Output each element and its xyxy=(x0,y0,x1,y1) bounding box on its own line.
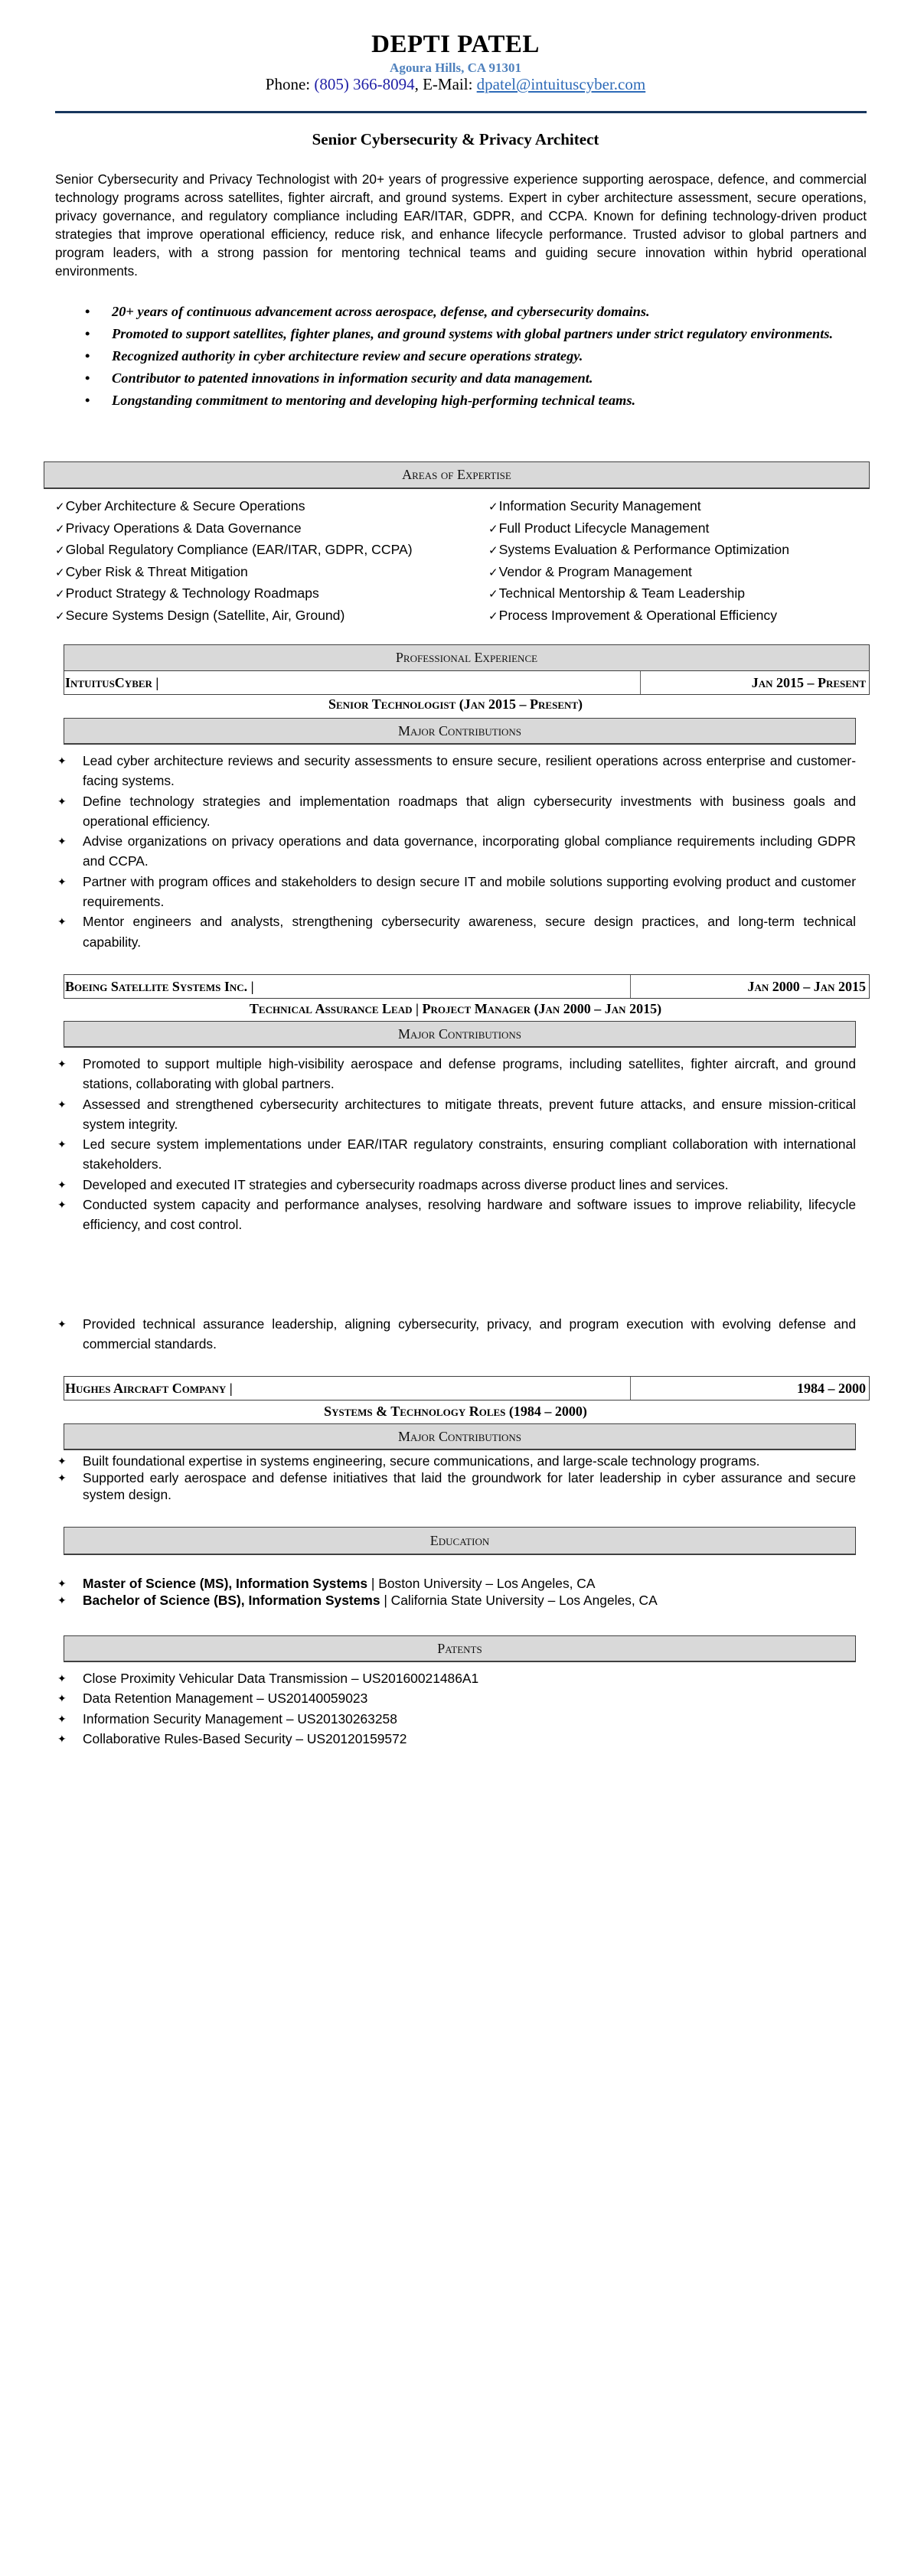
highlight-item: • Contributor to patented innovations in information security and data management. xyxy=(83,367,867,390)
header-divider xyxy=(55,111,867,113)
contact-line xyxy=(0,75,911,94)
diamond-bullet-icon: ✦ xyxy=(57,1058,67,1070)
diamond-bullet-icon: ✦ xyxy=(57,1318,67,1330)
job-header-hughes xyxy=(64,1376,870,1400)
bullet-item: ✦ Define technology strategies and implementation roadmaps that align cybersecurity investments with business goals and operational efficiency. xyxy=(55,791,856,832)
job-dates: Jan 2000 – Jan 2015 xyxy=(747,979,866,994)
check-icon: ✓ xyxy=(55,609,65,623)
bullet-item: ✦ Lead cyber architecture reviews and security assessments to ensure secure, resilient operations across enterprise and customer-facing systems. xyxy=(55,751,856,791)
highlight-item: • Recognized authority in cyber architecture review and secure operations strategy. xyxy=(83,345,867,367)
expertise-item: ✓Cyber Risk & Threat Mitigation xyxy=(55,563,248,579)
diamond-bullet-icon: ✦ xyxy=(57,1577,67,1590)
expertise-item: ✓Information Security Management xyxy=(488,498,701,514)
phone-label: Phone: xyxy=(265,75,315,93)
bullet-item: ✦ Led secure system implementations under EAR/ITAR regulatory constraints, ensuring compliant collaboration with international stakeholders. xyxy=(55,1134,856,1175)
email-label: , E-Mail: xyxy=(414,75,477,93)
bullet-item: ✦ Assessed and strengthened cybersecurity architectures to mitigate threats, prevent future attacks, and ensure mission-critical system integrity. xyxy=(55,1094,856,1135)
patent-item: ✦ Collaborative Rules-Based Security – US20120159572 xyxy=(55,1729,856,1749)
expertise-item: ✓Technical Mentorship & Team Leadership xyxy=(488,585,746,601)
diamond-bullet-icon: ✦ xyxy=(57,1672,67,1684)
bullet-item: ✦ Partner with program offices and stakeholders to design secure IT and mobile solutions supporting evolving product and customer requirements. xyxy=(55,872,856,912)
bullet-icon: • xyxy=(85,393,90,408)
summary-paragraph: Senior Cybersecurity and Privacy Technologist with 20+ years of progressive experience supporting aerospace, defence, and commercial technology programs across satellites, fighter aircraft, and ground systems. Expert in cyber architecture assessment, secure operations, privacy governance, and regulatory compliance including EAR/ITAR, GDPR, and CCPA. Known for defining technology-driven product strategies that improve operational efficiency, reduce risk, and enhance lifecycle performance. Trusted advisor to global partners and program leaders, with a strong passion for mentoring technical teams and guiding secure innovation within hybrid operational environments. xyxy=(55,171,867,279)
check-icon: ✓ xyxy=(488,544,498,557)
job-bullets xyxy=(55,1054,856,1235)
bullet-item: ✦ Conducted system capacity and performance analyses, resolving hardware and software issues to improve reliability, lifecycle efficiency, and cost control. xyxy=(55,1195,856,1235)
patent-item: ✦ Information Security Management – US20130263258 xyxy=(55,1709,856,1729)
check-icon: ✓ xyxy=(488,609,498,623)
check-icon: ✓ xyxy=(55,544,65,557)
bullet-icon: • xyxy=(85,370,90,386)
diamond-bullet-icon: ✦ xyxy=(57,1692,67,1705)
expertise-item: ✓Global Regulatory Compliance (EAR/ITAR, GDPR, CCPA) xyxy=(55,542,413,557)
section-header-education: Education xyxy=(64,1527,856,1555)
email-link[interactable]: dpatel@intuituscyber.com xyxy=(476,75,646,93)
expertise-item: ✓Secure Systems Design (Satellite, Air, Ground) xyxy=(55,607,345,623)
check-icon: ✓ xyxy=(55,501,65,514)
degree: Bachelor of Science (BS), Information Systems xyxy=(83,1593,380,1608)
diamond-bullet-icon: ✦ xyxy=(57,915,67,928)
bullet-item: ✦ Promoted to support multiple high-visibility aerospace and defense programs, including satellites, fighter aircraft, and ground stations, collaborating with global partners. xyxy=(55,1054,856,1094)
bullet-icon: • xyxy=(85,304,90,319)
section-header-experience: Professional Experience xyxy=(64,644,870,671)
expertise-item: ✓Cyber Architecture & Secure Operations xyxy=(55,498,305,514)
check-icon: ✓ xyxy=(488,588,498,601)
bullet-item: ✦ Provided technical assurance leadership, aligning cybersecurity, privacy, and program execution with evolving defense and commercial standards. xyxy=(55,1314,856,1355)
job-bullets xyxy=(55,751,856,952)
diamond-bullet-icon: ✦ xyxy=(57,875,67,888)
highlights-list xyxy=(83,301,867,412)
bullet-icon: • xyxy=(85,348,90,364)
check-icon: ✓ xyxy=(488,501,498,514)
expertise-grid xyxy=(55,496,867,627)
job-role: Senior Technologist (Jan 2015 – Present) xyxy=(328,696,583,712)
location: Agoura Hills, CA 91301 xyxy=(390,60,521,75)
check-icon: ✓ xyxy=(488,566,498,579)
patents-list xyxy=(55,1668,856,1749)
job-role: Technical Assurance Lead | Project Manager (Jan 2000 – Jan 2015) xyxy=(249,1001,662,1016)
company-name: Hughes Aircraft Company | xyxy=(64,1377,631,1400)
major-contributions-header: Major Contributions xyxy=(64,1423,856,1450)
bullet-item: ✦ Built foundational expertise in systems engineering, secure communications, and large-scale technology programs. xyxy=(57,1453,760,1469)
diamond-bullet-icon: ✦ xyxy=(57,1732,67,1745)
education-list xyxy=(55,1575,856,1609)
check-icon: ✓ xyxy=(55,566,65,579)
school: | California State University – Los Angeles, CA xyxy=(380,1593,658,1608)
check-icon: ✓ xyxy=(55,522,65,536)
job-dates: Jan 2015 – Present xyxy=(751,675,866,690)
diamond-bullet-icon: ✦ xyxy=(57,1097,67,1110)
patent-item: ✦ Close Proximity Vehicular Data Transmission – US20160021486A1 xyxy=(55,1668,856,1688)
school: | Boston University – Los Angeles, CA xyxy=(367,1576,596,1591)
job-bullets-continued xyxy=(55,1314,856,1355)
check-icon: ✓ xyxy=(488,522,498,536)
bullet-item: ✦ Supported early aerospace and defense initiatives that laid the groundwork for later leadership in cyber assurance and secure system design. xyxy=(57,1470,856,1502)
highlight-item: • Promoted to support satellites, fighter planes, and ground systems with global partners under strict regulatory environments. xyxy=(83,323,867,345)
diamond-bullet-icon: ✦ xyxy=(57,755,67,767)
diamond-bullet-icon: ✦ xyxy=(57,1198,67,1211)
expertise-item: ✓Product Strategy & Technology Roadmaps xyxy=(55,585,319,601)
section-header-patents: Patents xyxy=(64,1635,856,1662)
bullet-item: ✦ Mentor engineers and analysts, strengthening cybersecurity awareness, secure design practices, and long-term technical capability. xyxy=(55,911,856,952)
check-icon: ✓ xyxy=(55,588,65,601)
company-name: Boeing Satellite Systems Inc. | xyxy=(64,975,631,998)
job-dates: 1984 – 2000 xyxy=(797,1381,866,1396)
education-item xyxy=(55,1592,856,1609)
professional-title: Senior Cybersecurity & Privacy Architect xyxy=(312,130,599,148)
major-contributions-header: Major Contributions xyxy=(64,718,856,745)
diamond-bullet-icon: ✦ xyxy=(57,1594,67,1606)
section-header-expertise: Areas of Expertise xyxy=(44,461,870,489)
highlight-item: • Longstanding commitment to mentoring and developing high-performing technical teams. xyxy=(83,390,867,412)
expertise-item: ✓Vendor & Program Management xyxy=(488,563,692,579)
degree: Master of Science (MS), Information Systems xyxy=(83,1576,368,1591)
job-header-boeing xyxy=(64,974,870,999)
diamond-bullet-icon: ✦ xyxy=(57,835,67,848)
expertise-item: ✓Systems Evaluation & Performance Optimization xyxy=(488,542,789,557)
bullet-item: ✦ Advise organizations on privacy operations and data governance, incorporating global compliance requirements including GDPR and CCPA. xyxy=(55,831,856,872)
job-bullets xyxy=(55,1453,856,1503)
diamond-bullet-icon: ✦ xyxy=(57,1712,67,1725)
diamond-bullet-icon: ✦ xyxy=(57,1472,67,1484)
education-item xyxy=(55,1575,856,1592)
job-header-intuituscyber xyxy=(64,670,870,695)
job-role: Systems & Technology Roles (1984 – 2000) xyxy=(324,1404,587,1419)
candidate-name: DEPTI PATEL xyxy=(371,31,540,58)
highlight-item: • 20+ years of continuous advancement across aerospace, defense, and cybersecurity domains. xyxy=(83,301,867,323)
diamond-bullet-icon: ✦ xyxy=(57,1138,67,1151)
company-name: IntuitusCyber | xyxy=(64,671,641,694)
bullet-item: ✦ Developed and executed IT strategies and cybersecurity roadmaps across diverse product lines and services. xyxy=(55,1175,856,1195)
phone-link[interactable]: (805) 366-8094 xyxy=(314,75,415,93)
expertise-item: ✓Process Improvement & Operational Efficiency xyxy=(488,607,778,623)
patent-item: ✦ Data Retention Management – US20140059023 xyxy=(55,1688,856,1708)
diamond-bullet-icon: ✦ xyxy=(57,1455,67,1467)
expertise-item: ✓Full Product Lifecycle Management xyxy=(488,520,710,536)
major-contributions-header: Major Contributions xyxy=(64,1021,856,1048)
diamond-bullet-icon: ✦ xyxy=(57,1178,67,1191)
diamond-bullet-icon: ✦ xyxy=(57,794,67,807)
bullet-icon: • xyxy=(85,326,90,341)
expertise-item: ✓Privacy Operations & Data Governance xyxy=(55,520,302,536)
